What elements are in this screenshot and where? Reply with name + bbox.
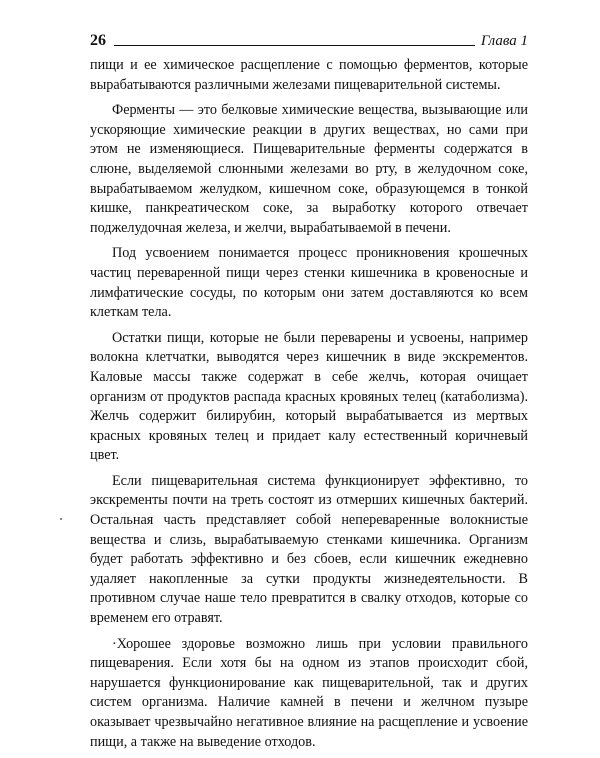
paragraph-continued: пищи и ее химическое расщепление с помощью ферментов, которые вырабатываются различными железами пищеварительной системы. [90, 57, 528, 93]
running-head [90, 28, 528, 50]
paragraph-absorption: Под усвоением понимается процесс проникновения крошечных частиц переваренной пищи через стенки кишечника в кровеносные и лимфатические сосуды, по которым они затем доставляются ко всем клеткам тела. [90, 245, 528, 321]
paragraph-enzymes: Ферменты — это белковые химические вещества, вызывающие или ускоряющие химические реакции в других веществах, но сами при этом не изменяющиеся. Пищеварительные ферменты содержатся в слюне, выделяемой слюнными железами во рту, в желудочном соке, вырабатываемом желудком, кишечном соке, образующемся в тонкой кишке, панкреатическом соке, за выработку которого отвечает поджелудочная железа, и желчи, вырабатываемой в печени. [90, 102, 528, 236]
paragraph-efficiency: Если пищеварительная система функционирует эффективно, то экскременты почти на треть состоят из отмерших кишечных бактерий. Остальная часть представляет собой непереваренные волокнистые вещества и слизь, вырабатываемую стенками кишечника. Организм будет работать эффективно и без сбоев, если кишечник ежедневно удаляет накопленные за сутки продукты жизнедеятельности. В противном случае наше тело превратится в свалку отходов, которые со временем его отравят. [90, 472, 528, 627]
page-number: 26 [90, 32, 106, 49]
chapter-label: Глава 1 [480, 33, 528, 49]
paragraph-remains: Остатки пищи, которые не были переварены и усвоены, например волокна клетчатки, выводятся через кишечник в виде экскрементов. Каловые массы также содержат в себе желчь, которая очищает организм от продуктов распада красных кровяных телец (катаболизма). Желчь содержит билирубин, который вырабатывается из мертвых красных кровяных телец и придает калу естественный коричневый цвет. [90, 329, 528, 464]
body-text [90, 56, 528, 758]
header-rule [114, 44, 475, 46]
margin-mark [60, 518, 62, 520]
paragraph-health: ·Хорошее здоровье возможно лишь при условии правильного пищеварения. Если хотя бы на одном из этапов происходит сбой, нарушается функционирование как пищеварительной, так и других систем организма. Наличие камней в печени и желчном пузыре оказывает чрезвычайно негативное влияние на расщепление и усвоение пищи, а также на выведение отходов. [90, 635, 528, 750]
